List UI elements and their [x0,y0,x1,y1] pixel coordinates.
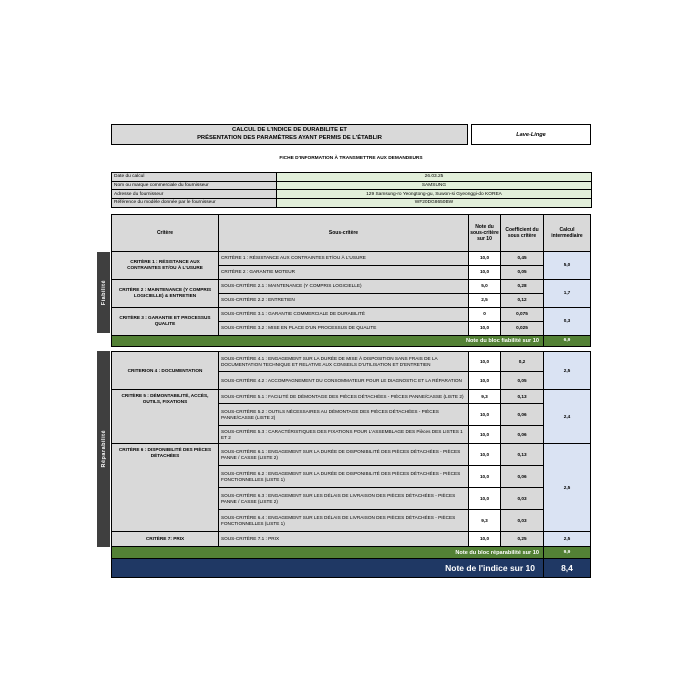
coefficient-value: 0,06 [501,466,544,488]
fiabilite-score-label: Note du bloc fiabilité sur 10 [112,335,544,347]
sous-critere-label: SOUS-CRITÈRE 6.2 : ENGAGEMENT SUR LA DURÉE DE DISPONIBILITÉ DES PIÈCES DÉTACHÉES - PIÈCES FONCTIONNELLES (LISTE 1) [219,466,469,488]
reparabilite-score-label: Note du bloc réparabilité sur 10 [112,547,544,559]
sous-critere-label: SOUS-CRITÈRE 2.2 : ENTRETIEN [219,293,469,307]
info-label: Adresse du fournisseur [112,190,277,199]
critere-2-label: CRITÈRE 2 : MAINTENANCE (Y COMPRIS LOGICIELLE) & ENTRETIEN [112,279,219,307]
info-label: Référence du modèle donnée par le fournisseur [112,199,277,208]
fiche-subtitle: FICHE D'INFORMATION À TRANSMETTRE AUX DEMANDEURS [279,156,423,161]
critere-1-label: CRITÈRE 1 : RÉSISTANCE AUX CONTRAINTES ET/OU À L'USURE [112,251,219,279]
info-row-model [112,199,592,208]
coefficient-value: 0,13 [501,444,544,466]
note-value: 10,0 [469,251,501,265]
note-value: 10,0 [469,352,501,372]
info-value: 26.03.25 [277,173,592,182]
calcul-intermediaire: 2,4 [544,390,591,444]
sous-critere-label: SOUS-CRITÈRE 6.1 : ENGAGEMENT SUR LA DURÉE DE DISPONIBILITÉ DES PIÈCES DÉTACHÉES - PIÈCES PANNE / CASSE (LISTE 2) [219,444,469,466]
sous-critere-label: CRITÈRE 2 : GARANTIE MOTEUR [219,265,469,279]
calcul-intermediaire: 2,5 [544,352,591,390]
reparabilite-score-row [112,547,591,559]
title-row [111,124,591,145]
reparabilite-band [97,351,110,547]
sous-critere-label: SOUS-CRITÈRE 5.3 : CARACTÉRISTIQUES DES FIXATIONS POUR L'ASSEMBLAGE DES Pièces DES LISTES 1 ET 2 [219,426,469,444]
info-label: Nom ou marque commerciale du fournisseur [112,181,277,190]
coefficient-value: 0,05 [501,265,544,279]
index-score-row [112,558,591,577]
table-header-row [112,214,591,251]
note-value: 10,0 [469,404,501,426]
sous-critere-label: SOUS-CRITÈRE 2.1 : MAINTENANCE (Y COMPRIS LOGICIELLE) [219,279,469,293]
note-value: 10,0 [469,372,501,390]
info-value: 129 Samsung-ro Yeongtong-gu, Suwon-si Gyeonggi-do KOREA [277,190,592,199]
header-note: Note du sous-critère sur 10 [469,214,501,251]
coefficient-value: 0,075 [501,307,544,321]
coefficient-value: 0,28 [501,279,544,293]
calcul-intermediaire: 2,5 [544,444,591,532]
sous-critere-label: SOUS-CRITÈRE 7.1 : PRIX [219,532,469,547]
product-type-label: Lave-Linge [516,131,546,138]
table-row [112,444,591,466]
coefficient-value: 0,03 [501,488,544,510]
coefficient-value: 0,03 [501,510,544,532]
header-sous-critere: Sous-critère [219,214,469,251]
note-value: 9,3 [469,510,501,532]
sous-critere-label: CRITÈRE 1 : RÉSISTANCE AUX CONTRAINTES ET/OU À L'USURE [219,251,469,265]
table-row [112,251,591,265]
sous-critere-label: SOUS-CRITÈRE 4.1 : ENGAGEMENT SUR LA DURÉE DE MISE À DISPOSITION SANS FRAIS DE LA DOCUMENTATION TECHNIQUE ET RELATIVE AUX CONSEILS D'UTILISATION ET D'ENTRETIEN [219,352,469,372]
coefficient-value: 0,45 [501,251,544,265]
note-value: 10,0 [469,532,501,547]
reparabilite-band-label: Réparabilité [100,430,107,468]
sous-critere-label: SOUS-CRITÈRE 6.4 : ENGAGEMENT SUR LES DÉLAIS DE LIVRAISON DES PIÈCES DÉTACHÉES - PIÈCES FONCTIONNELLES (LISTE 1) [219,510,469,532]
note-value: 9,3 [469,390,501,404]
header-coefficient: Coefficient du sous critère [501,214,544,251]
info-value: WF20DG8650BW [277,199,592,208]
title-line-1: CALCUL DE L'INDICE DE DURABILITE ET [232,127,347,133]
note-value: 10,0 [469,488,501,510]
info-table [111,172,592,208]
note-value: 10,0 [469,466,501,488]
fiabilite-score-value: 6,9 [544,335,591,347]
calcul-intermediaire: 2,5 [544,532,591,547]
table-row [112,307,591,321]
note-value: 10,0 [469,265,501,279]
sous-critere-label: SOUS-CRITÈRE 5.1 : FACILITÉ DE DÉMONTAGE DES PIÈCES DÉTACHÉES - PIÈCES PANNE/CASSE (LISTE 2) [219,390,469,404]
critere-5-label: CRITÈRE 5 : DÉMONTABILITÉ, ACCÈS, OUTILS, FIXATIONS [112,390,219,444]
index-score-value: 8,4 [544,558,591,577]
sous-critere-label: SOUS-CRITÈRE 4.2 : ACCOMPAGNEMENT DU CONSOMMATEUR POUR LE DIAGNOSTIC ET LA RÉPARATION [219,372,469,390]
coefficient-value: 0,12 [501,293,544,307]
reparabilite-score-value: 9,9 [544,547,591,559]
coefficient-value: 0,025 [501,321,544,335]
document-content [111,124,591,578]
calcul-intermediaire: 0,3 [544,307,591,335]
note-value: 0 [469,307,501,321]
coefficient-value: 0,25 [501,532,544,547]
table-row [112,279,591,293]
fiabilite-band [97,252,110,333]
fiabilite-score-row [112,335,591,347]
table-row [112,352,591,372]
note-value: 10,0 [469,444,501,466]
info-row-date [112,173,592,182]
critere-6-label: CRITÈRE 6 : DISPONIBILITÉ DES PIÈCES DÉTACHÉES [112,444,219,532]
header-critere: Critère [112,214,219,251]
index-score-label: Note de l'indice sur 10 [112,558,544,577]
fiabilite-table [111,214,591,348]
sous-critere-label: SOUS-CRITÈRE 3.2 : MISE EN PLACE D'UN PROCESSUS DE QUALITE [219,321,469,335]
fiabilite-band-label: Fiabilité [100,279,107,306]
sous-critere-label: SOUS-CRITÈRE 5.2 : OUTILS NÉCESSAIRES AU DÉMONTAGE DES PIÈCES DÉTACHÉES - PIÈCES PANNE/CASSE (LISTE 2) [219,404,469,426]
header-calcul: Calcul intermediaire [544,214,591,251]
document-title [111,124,468,145]
sous-critere-label: SOUS-CRITÈRE 6.3 : ENGAGEMENT SUR LES DÉLAIS DE LIVRAISON DES PIÈCES DÉTACHÉES - PIÈCES PANNE / CASSE (LISTE 2) [219,488,469,510]
info-label: Date du calcul [112,173,277,182]
title-line-2: PRÉSENTATION DES PARAMÈTRES AYANT PERMIS DE L'ÉTABLIR [197,134,382,141]
table-row [112,532,591,547]
calcul-intermediaire: 5,0 [544,251,591,279]
coefficient-value: 0,06 [501,404,544,426]
info-row-address [112,190,592,199]
note-value: 10,0 [469,426,501,444]
calcul-intermediaire: 1,7 [544,279,591,307]
critere-7-label: CRITÈRE 7: PRIX [112,532,219,547]
critere-3-label: CRITÈRE 3 : GARANTIE ET PROCESSUS QUALITE [112,307,219,335]
coefficient-value: 0,2 [501,352,544,372]
coefficient-value: 0,06 [501,426,544,444]
note-value: 10,0 [469,321,501,335]
table-row [112,390,591,404]
note-value: 5,0 [469,279,501,293]
coefficient-value: 0,05 [501,372,544,390]
sous-critere-label: SOUS-CRITÈRE 3.1 : GARANTIE COMMERCIALE DE DURABILITÉ [219,307,469,321]
coefficient-value: 0,13 [501,390,544,404]
info-value: SAMSUNG [277,181,592,190]
product-type-box [471,124,591,145]
reparabilite-table [111,351,591,578]
note-value: 2,5 [469,293,501,307]
info-row-brand [112,181,592,190]
critere-4-label: CRITERION 4 : DOCUMENTATION [112,352,219,390]
